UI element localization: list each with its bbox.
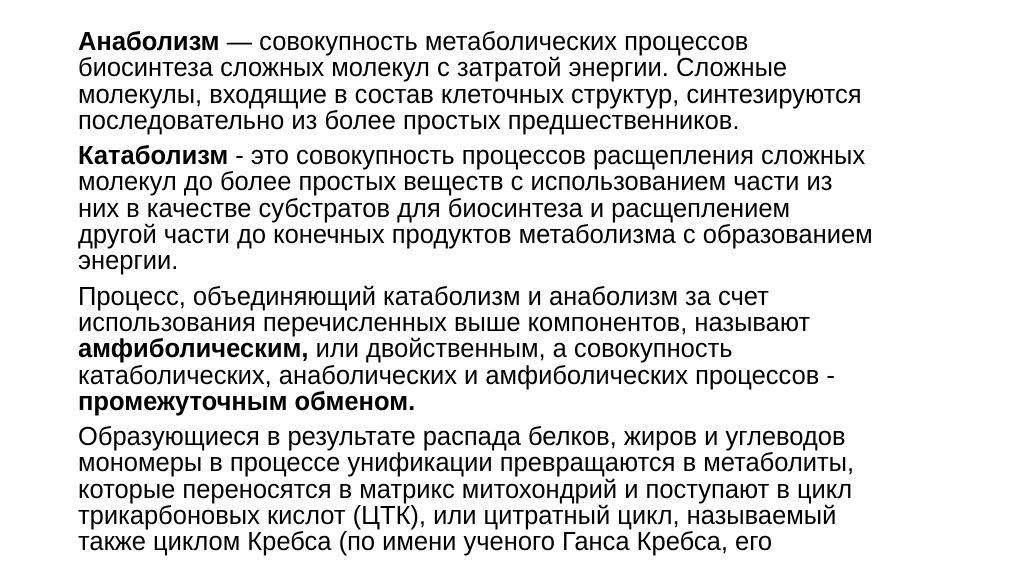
text-line: другой части до конечных продуктов метаболизма с образованием bbox=[78, 221, 873, 250]
text-run: - это совокупность процессов расщепления сложных bbox=[228, 142, 866, 171]
text-line bbox=[78, 143, 958, 169]
text-line: Образующиеся в результате распада белков, жиров и углеводов bbox=[78, 423, 846, 452]
text-line: молекулы, входящие в состав клеточных структур, синтезируются bbox=[78, 80, 862, 109]
paragraph-krebs-cycle bbox=[78, 424, 958, 555]
text-body bbox=[78, 29, 958, 565]
text-line bbox=[78, 336, 958, 362]
term-catabolism: Катаболизм bbox=[78, 142, 229, 171]
term-amphibolic: амфиболическим, bbox=[78, 335, 309, 364]
text-line: мономеры в процессе унификации превращаются в метаболиты, bbox=[78, 449, 855, 478]
term-intermediate-metabolism: промежуточным обменом. bbox=[78, 387, 416, 416]
text-line: энергии. bbox=[78, 247, 179, 276]
text-run: — совокупность метаболических процессов bbox=[219, 28, 749, 56]
paragraph-anabolism bbox=[78, 29, 958, 134]
text-line: биосинтеза сложных молекул с затратой энергии. Сложные bbox=[78, 54, 788, 83]
text-line: также циклом Кребса (по имени ученого Ганса Кребса, его bbox=[78, 528, 773, 557]
text-line: Процесс, объединяющий катаболизм и анаболизм за счет bbox=[78, 282, 769, 311]
paragraph-catabolism bbox=[78, 143, 958, 274]
text-run: или двойственным, а совокупность bbox=[308, 335, 733, 364]
paragraph-amphibolism bbox=[78, 284, 958, 415]
text-line bbox=[78, 29, 958, 55]
text-line: трикарбоновых кислот (ЦТК), или цитратный цикл, называемый bbox=[78, 502, 837, 531]
term-anabolism: Анаболизм bbox=[78, 28, 220, 56]
text-line: использования перечисленных выше компонентов, называют bbox=[78, 308, 811, 337]
text-line: которые переносятся в матрикс митохондрий и поступают в цикл bbox=[78, 475, 853, 504]
text-line: последовательно из более простых предшественников. bbox=[78, 106, 740, 135]
text-line: катаболических, анаболических и амфиболических процессов - bbox=[78, 361, 835, 390]
text-line: молекул до более простых веществ с использованием части из bbox=[78, 168, 833, 197]
text-line: них в качестве субстратов для биосинтеза и расщеплением bbox=[78, 194, 791, 223]
